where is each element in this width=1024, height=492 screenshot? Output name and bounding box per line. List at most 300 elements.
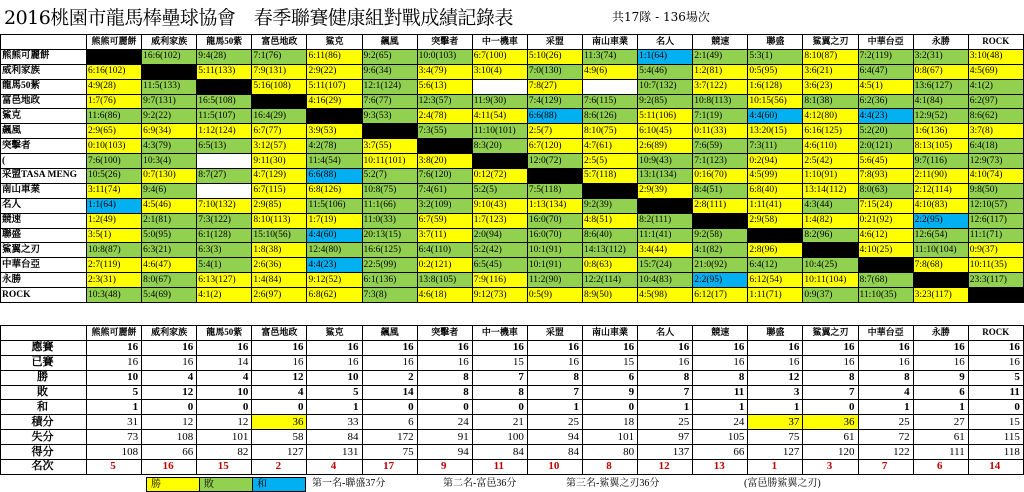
stat-cell: 12 [252, 370, 307, 385]
self-cell [527, 169, 582, 184]
result-cell: 1:6(128) [748, 79, 803, 94]
result-cell: 12:2(114) [582, 273, 637, 288]
stat-cell: 120 [803, 445, 858, 460]
matrix-col-header: 采盟 [527, 35, 582, 50]
result-cell [197, 183, 252, 198]
stat-cell: 84 [527, 445, 582, 460]
result-cell: 13:20(15) [748, 124, 803, 139]
result-cell: 11:1(71) [968, 228, 1023, 243]
result-cell: 8:1(38) [803, 94, 858, 109]
result-cell: 7:8(27) [527, 79, 582, 94]
result-cell: 6:1(128) [197, 228, 252, 243]
standings-row [1, 355, 1024, 370]
result-cell: 8:10(75) [582, 124, 637, 139]
matrix-col-header: 龍馬50紫 [197, 35, 252, 50]
result-cell: 7:9(131) [252, 64, 307, 79]
result-cell: 2:7(119) [87, 258, 142, 273]
result-cell: 1:1(64) [638, 49, 693, 64]
result-cell: 10:8(113) [693, 94, 748, 109]
result-cell: 4:4(23) [307, 258, 362, 273]
result-cell: 10:3(4) [142, 154, 197, 169]
stat-cell: 137 [638, 445, 693, 460]
result-cell [197, 154, 252, 169]
result-cell: 8:10(87) [803, 49, 858, 64]
result-cell: 5:11(133) [197, 64, 252, 79]
result-cell: 6:4(12) [748, 258, 803, 273]
matrix-row [1, 213, 1024, 228]
result-cell: 11:0(33) [362, 213, 417, 228]
stat-cell: 4 [197, 370, 252, 385]
result-cell: 12:9(73) [968, 154, 1023, 169]
rank-cell: 11 [472, 460, 527, 475]
stat-cell: 16 [858, 340, 913, 355]
result-cell: 11:10(104) [913, 243, 968, 258]
result-cell: 6:4(110) [417, 243, 472, 258]
result-cell: 5:3(1) [748, 49, 803, 64]
stat-cell: 4 [142, 370, 197, 385]
stat-cell: 16 [803, 340, 858, 355]
result-cell: 12:1(124) [362, 79, 417, 94]
result-cell: 6:3(21) [142, 243, 197, 258]
stat-cell: 10 [197, 385, 252, 400]
stat-cell: 16 [693, 355, 748, 370]
result-cell: 3:5(1) [87, 228, 142, 243]
stat-cell: 25 [527, 415, 582, 430]
stat-cell: 72 [858, 430, 913, 445]
result-cell: 0:5(95) [748, 64, 803, 79]
result-cell: 10:3(48) [87, 288, 142, 303]
result-cell: 6:7(77) [252, 124, 307, 139]
result-cell: 16:4(29) [252, 109, 307, 124]
stat-cell: 1 [87, 400, 142, 415]
matrix-row [1, 139, 1024, 154]
result-cell: 2:9(65) [87, 124, 142, 139]
result-cell [582, 79, 637, 94]
result-cell: 15:7(24) [638, 258, 693, 273]
matrix-row-header: 采盟TASA MENG [1, 169, 87, 184]
result-cell: 5:2(20) [858, 124, 913, 139]
stat-cell: 5 [968, 370, 1023, 385]
legend-loss-swatch [199, 477, 253, 492]
result-cell: 4:3(79) [142, 139, 197, 154]
result-cell: 7:6(120) [417, 169, 472, 184]
result-cell: 9:2(58) [693, 228, 748, 243]
result-cell: 0:21(92) [858, 213, 913, 228]
result-cell: 1:4(84) [252, 273, 307, 288]
legend-first-place: 第一名-聯盛37分 [312, 478, 386, 489]
result-cell: 7:8(93) [858, 169, 913, 184]
stat-cell: 16 [913, 340, 968, 355]
result-cell: 10:11(35) [968, 258, 1023, 273]
stat-cell: 97 [638, 430, 693, 445]
stat-cell: 100 [472, 430, 527, 445]
matrix-col-header: 聯盛 [748, 35, 803, 50]
standings-col-header: 富邑地政 [252, 326, 307, 341]
result-cell: 8:9(50) [582, 288, 637, 303]
matrix-row [1, 154, 1024, 169]
result-cell: 8:6(40) [582, 228, 637, 243]
matrix-row-header: ROCK [1, 288, 87, 303]
stat-cell: 0 [417, 400, 472, 415]
self-cell [472, 154, 527, 169]
stat-cell: 16 [307, 355, 362, 370]
stat-cell: 16 [803, 355, 858, 370]
standings-row [1, 415, 1024, 430]
result-cell: 8:3(20) [472, 139, 527, 154]
legend [0, 476, 1024, 490]
stat-cell: 80 [582, 445, 637, 460]
self-cell [913, 273, 968, 288]
self-cell [582, 183, 637, 198]
stat-cell: 1 [913, 400, 968, 415]
self-cell [87, 49, 142, 64]
stat-cell: 11 [968, 385, 1023, 400]
result-cell: 6:10(45) [638, 124, 693, 139]
result-cell: 6:8(40) [748, 183, 803, 198]
matrix-row [1, 64, 1024, 79]
result-cell: 6:13(127) [197, 273, 252, 288]
matrix-col-header: 富邑地政 [252, 35, 307, 50]
result-cell: 4:4(23) [858, 109, 913, 124]
result-cell: 4:3(44) [803, 198, 858, 213]
matrix-col-header: 飆風 [362, 35, 417, 50]
self-cell [197, 79, 252, 94]
result-cell: 0:9(37) [968, 243, 1023, 258]
result-cell: 1:12(124) [197, 124, 252, 139]
result-cell: 14:13(112) [582, 243, 637, 258]
rank-cell: 8 [582, 460, 637, 475]
result-cell: 2:2(95) [913, 213, 968, 228]
stat-cell: 0 [197, 400, 252, 415]
result-cell: 8:0(63) [858, 183, 913, 198]
stat-cell: 25 [638, 415, 693, 430]
standings-col-header: 中華台亞 [858, 326, 913, 341]
result-cell: 8:2(111) [638, 213, 693, 228]
result-cell: 1:8(38) [252, 243, 307, 258]
result-cell: 13:1(134) [638, 169, 693, 184]
result-cell: 15:10(56) [252, 228, 307, 243]
stat-cell: 14 [197, 355, 252, 370]
stat-cell: 36 [252, 415, 307, 430]
result-cell: 9:2(65) [362, 49, 417, 64]
matrix-row-header: ( [1, 154, 87, 169]
matrix-row [1, 228, 1024, 243]
result-cell: 8:7(27) [197, 169, 252, 184]
self-cell [748, 228, 803, 243]
result-cell: 11:2(90) [527, 273, 582, 288]
stat-cell: 16 [858, 355, 913, 370]
result-cell: 8:13(105) [913, 139, 968, 154]
result-cell: 5:6(13) [417, 79, 472, 94]
standings-col-header: 龍馬50紫 [197, 326, 252, 341]
result-cell: 3:10(48) [968, 49, 1023, 64]
result-cell: 5:2(42) [472, 243, 527, 258]
matrix-col-header: 永勝 [913, 35, 968, 50]
result-cell: 5:11(107) [307, 79, 362, 94]
matrix-col-header: 鯊翼之刃 [803, 35, 858, 50]
rank-cell: 15 [197, 460, 252, 475]
result-cell: 3:4(44) [638, 243, 693, 258]
result-cell: 11:1(66) [362, 198, 417, 213]
stat-cell: 115 [968, 430, 1023, 445]
stat-cell: 1 [638, 400, 693, 415]
result-cell: 3:2(31) [913, 49, 968, 64]
result-cell: 2:5(7) [527, 124, 582, 139]
result-cell: 9:4(28) [197, 49, 252, 64]
result-cell: 2:8(111) [693, 198, 748, 213]
result-cell: 0:10(103) [87, 139, 142, 154]
result-cell: 6:9(34) [142, 124, 197, 139]
result-cell: 1:2(49) [87, 213, 142, 228]
stat-cell: 73 [87, 430, 142, 445]
result-cell: 0:8(67) [913, 64, 968, 79]
stat-cell: 61 [803, 430, 858, 445]
result-cell: 7:15(24) [858, 198, 913, 213]
stat-cell: 16 [417, 355, 472, 370]
result-cell: 3:11(74) [87, 183, 142, 198]
standings-corner [1, 326, 87, 341]
stat-cell: 15 [472, 355, 527, 370]
result-cell: 0:11(33) [693, 124, 748, 139]
self-cell [803, 243, 858, 258]
standings-row-header: 和 [1, 400, 87, 415]
stat-cell: 18 [582, 415, 637, 430]
stat-cell: 7 [527, 385, 582, 400]
result-cell: 21:0(92) [693, 258, 748, 273]
stat-cell: 5 [87, 385, 142, 400]
result-cell: 8:6(126) [582, 109, 637, 124]
result-cell: 4:12(80) [803, 109, 858, 124]
standings-row [1, 460, 1024, 475]
result-cell: 4:5(46) [142, 198, 197, 213]
stat-cell: 25 [858, 415, 913, 430]
result-cell: 2:6(89) [638, 139, 693, 154]
result-cell: 10:4(25) [803, 258, 858, 273]
result-cell: 7:3(55) [417, 124, 472, 139]
result-cell: 4:16(29) [307, 94, 362, 109]
result-cell: 12:10(57) [968, 198, 1023, 213]
result-cell: 23:3(117) [968, 273, 1023, 288]
result-cell: 6:7(115) [252, 183, 307, 198]
standings-row-header: 敗 [1, 385, 87, 400]
result-cell: 7:9(116) [472, 273, 527, 288]
rank-cell: 4 [307, 460, 362, 475]
matrix-header-row [1, 35, 1024, 50]
rank-cell: 13 [693, 460, 748, 475]
stat-cell: 24 [417, 415, 472, 430]
self-cell [693, 213, 748, 228]
result-cell: 1:1(64) [87, 198, 142, 213]
stat-cell: 84 [472, 445, 527, 460]
result-cell: 10:1(91) [527, 243, 582, 258]
stat-cell: 12 [142, 415, 197, 430]
matrix-col-header: 鯊克 [307, 35, 362, 50]
matrix-row [1, 273, 1024, 288]
stat-cell: 101 [197, 430, 252, 445]
stat-cell: 10 [87, 370, 142, 385]
result-cell: 4:1(84) [913, 94, 968, 109]
stat-cell: 8 [417, 370, 472, 385]
standings-row-header: 失分 [1, 430, 87, 445]
result-cell: 12:3(57) [417, 94, 472, 109]
stat-cell: 16 [307, 340, 362, 355]
rank-cell: 16 [142, 460, 197, 475]
stat-cell: 11 [693, 385, 748, 400]
matrix-row [1, 109, 1024, 124]
stat-cell: 2 [362, 370, 417, 385]
result-cell: 7:2(119) [858, 49, 913, 64]
result-cell: 10:7(132) [638, 79, 693, 94]
stat-cell: 101 [582, 430, 637, 445]
result-cell: 0:7(130) [142, 169, 197, 184]
result-cell: 11:6(86) [87, 109, 142, 124]
result-cell: 1:13(134) [527, 198, 582, 213]
legend-win-label: 勝 [151, 479, 161, 490]
result-cell: 7:3(122) [197, 213, 252, 228]
standings-row [1, 370, 1024, 385]
matrix-row [1, 288, 1024, 303]
result-cell: 3:7(8) [968, 124, 1023, 139]
result-cell: 2:5(42) [803, 154, 858, 169]
stat-cell: 0 [252, 400, 307, 415]
result-cell: 1:4(82) [803, 213, 858, 228]
stat-cell: 16 [913, 355, 968, 370]
stat-cell: 16 [87, 355, 142, 370]
result-cell: 4:2(78) [307, 139, 362, 154]
result-cell: 8:0(67) [142, 273, 197, 288]
matrix-row-header: 飆風 [1, 124, 87, 139]
stat-cell: 8 [858, 370, 913, 385]
result-cell: 7:6(59) [693, 139, 748, 154]
standings-col-header: 威利家族 [142, 326, 197, 341]
result-cell: 5:2(5) [472, 183, 527, 198]
result-cell: 0:5(9) [527, 288, 582, 303]
result-cell: 2:12(114) [913, 183, 968, 198]
result-cell: 2:11(90) [913, 169, 968, 184]
stat-cell: 16 [638, 355, 693, 370]
result-cell: 5:4(46) [638, 64, 693, 79]
result-cell: 1:2(81) [693, 64, 748, 79]
result-cell: 7:1(123) [693, 154, 748, 169]
result-cell: 12:6(117) [968, 213, 1023, 228]
standings-table [0, 325, 1024, 475]
result-cell: 5:10(26) [527, 49, 582, 64]
result-cell: 10:9(43) [638, 154, 693, 169]
matrix-row [1, 79, 1024, 94]
result-cell: 6:1(136) [362, 273, 417, 288]
result-cell: 3:6(21) [803, 64, 858, 79]
standings-col-header: 鯊克 [307, 326, 362, 341]
standings-row [1, 340, 1024, 355]
result-cell: 4:1(2) [968, 79, 1023, 94]
matrix-col-header: 威利家族 [142, 35, 197, 50]
result-cell: 4:5(98) [638, 288, 693, 303]
result-cell: 11:4(54) [307, 154, 362, 169]
stat-cell: 8 [527, 370, 582, 385]
result-cell: 11:3(74) [582, 49, 637, 64]
results-matrix [0, 34, 1024, 303]
result-cell: 16:5(108) [197, 94, 252, 109]
rank-cell: 17 [362, 460, 417, 475]
stat-cell: 127 [748, 445, 803, 460]
stat-cell: 24 [693, 415, 748, 430]
result-cell: 6:7(120) [527, 139, 582, 154]
result-cell: 4:7(61) [582, 139, 637, 154]
stat-cell: 7 [803, 385, 858, 400]
result-cell: 10:8(87) [87, 243, 142, 258]
result-cell: 1:6(136) [913, 124, 968, 139]
matrix-row-header: 永勝 [1, 273, 87, 288]
result-cell: 8:10(113) [252, 213, 307, 228]
stat-cell: 37 [748, 415, 803, 430]
result-cell: 2:5(5) [582, 154, 637, 169]
standings-row-header: 積分 [1, 415, 87, 430]
result-cell: 3:4(79) [417, 64, 472, 79]
result-cell: 1:7(76) [87, 94, 142, 109]
stat-cell: 91 [417, 430, 472, 445]
stat-cell: 16 [748, 340, 803, 355]
stat-cell: 8 [693, 370, 748, 385]
result-cell: 3:23(117) [913, 288, 968, 303]
rank-cell: 3 [803, 460, 858, 475]
stat-cell: 12 [748, 370, 803, 385]
stat-cell: 131 [307, 445, 362, 460]
result-cell: 4:6(18) [417, 288, 472, 303]
stat-cell: 16 [362, 340, 417, 355]
stat-cell: 0 [968, 400, 1023, 415]
legend-tie-swatch [252, 477, 306, 492]
matrix-col-header: 突擊者 [417, 35, 472, 50]
legend-third-place: 第三名-鯊翼之刃36分 [566, 478, 660, 489]
stat-cell: 36 [803, 415, 858, 430]
stat-cell: 6 [582, 370, 637, 385]
matrix-row-header: 競速 [1, 213, 87, 228]
matrix-row [1, 94, 1024, 109]
result-cell: 7:3(8) [362, 288, 417, 303]
matrix-row-header: 名人 [1, 198, 87, 213]
matrix-col-header: ROCK [968, 35, 1023, 50]
matrix-row-header: 龍馬50紫 [1, 79, 87, 94]
result-cell: 1:10(91) [803, 169, 858, 184]
stat-cell: 108 [87, 445, 142, 460]
result-cell: 9:2(22) [142, 109, 197, 124]
result-cell: 5:6(45) [858, 154, 913, 169]
result-cell: 10:5(26) [87, 169, 142, 184]
matrix-row-header: 熊熊可麗餅 [1, 49, 87, 64]
stat-cell: 1 [858, 400, 913, 415]
result-cell: 6:8(126) [307, 183, 362, 198]
standings-row-header: 已賽 [1, 355, 87, 370]
matrix-row [1, 198, 1024, 213]
self-cell [362, 124, 417, 139]
stat-cell: 61 [913, 430, 968, 445]
standings-col-header: 南山車業 [582, 326, 637, 341]
result-cell: 6:16(125) [803, 124, 858, 139]
result-cell: 9:10(43) [472, 198, 527, 213]
result-cell: 1:11(41) [748, 198, 803, 213]
matrix-row-header: 富邑地政 [1, 94, 87, 109]
stat-cell: 127 [252, 445, 307, 460]
result-cell: 10:8(75) [362, 183, 417, 198]
result-cell: 3:12(57) [252, 139, 307, 154]
result-cell: 4:10(74) [968, 169, 1023, 184]
result-cell: 0:9(37) [803, 288, 858, 303]
result-cell: 2:1(49) [693, 49, 748, 64]
stat-cell: 84 [307, 430, 362, 445]
result-cell: 9:11(30) [252, 154, 307, 169]
result-cell: 10:0(103) [417, 49, 472, 64]
result-cell: 10:1(91) [527, 258, 582, 273]
